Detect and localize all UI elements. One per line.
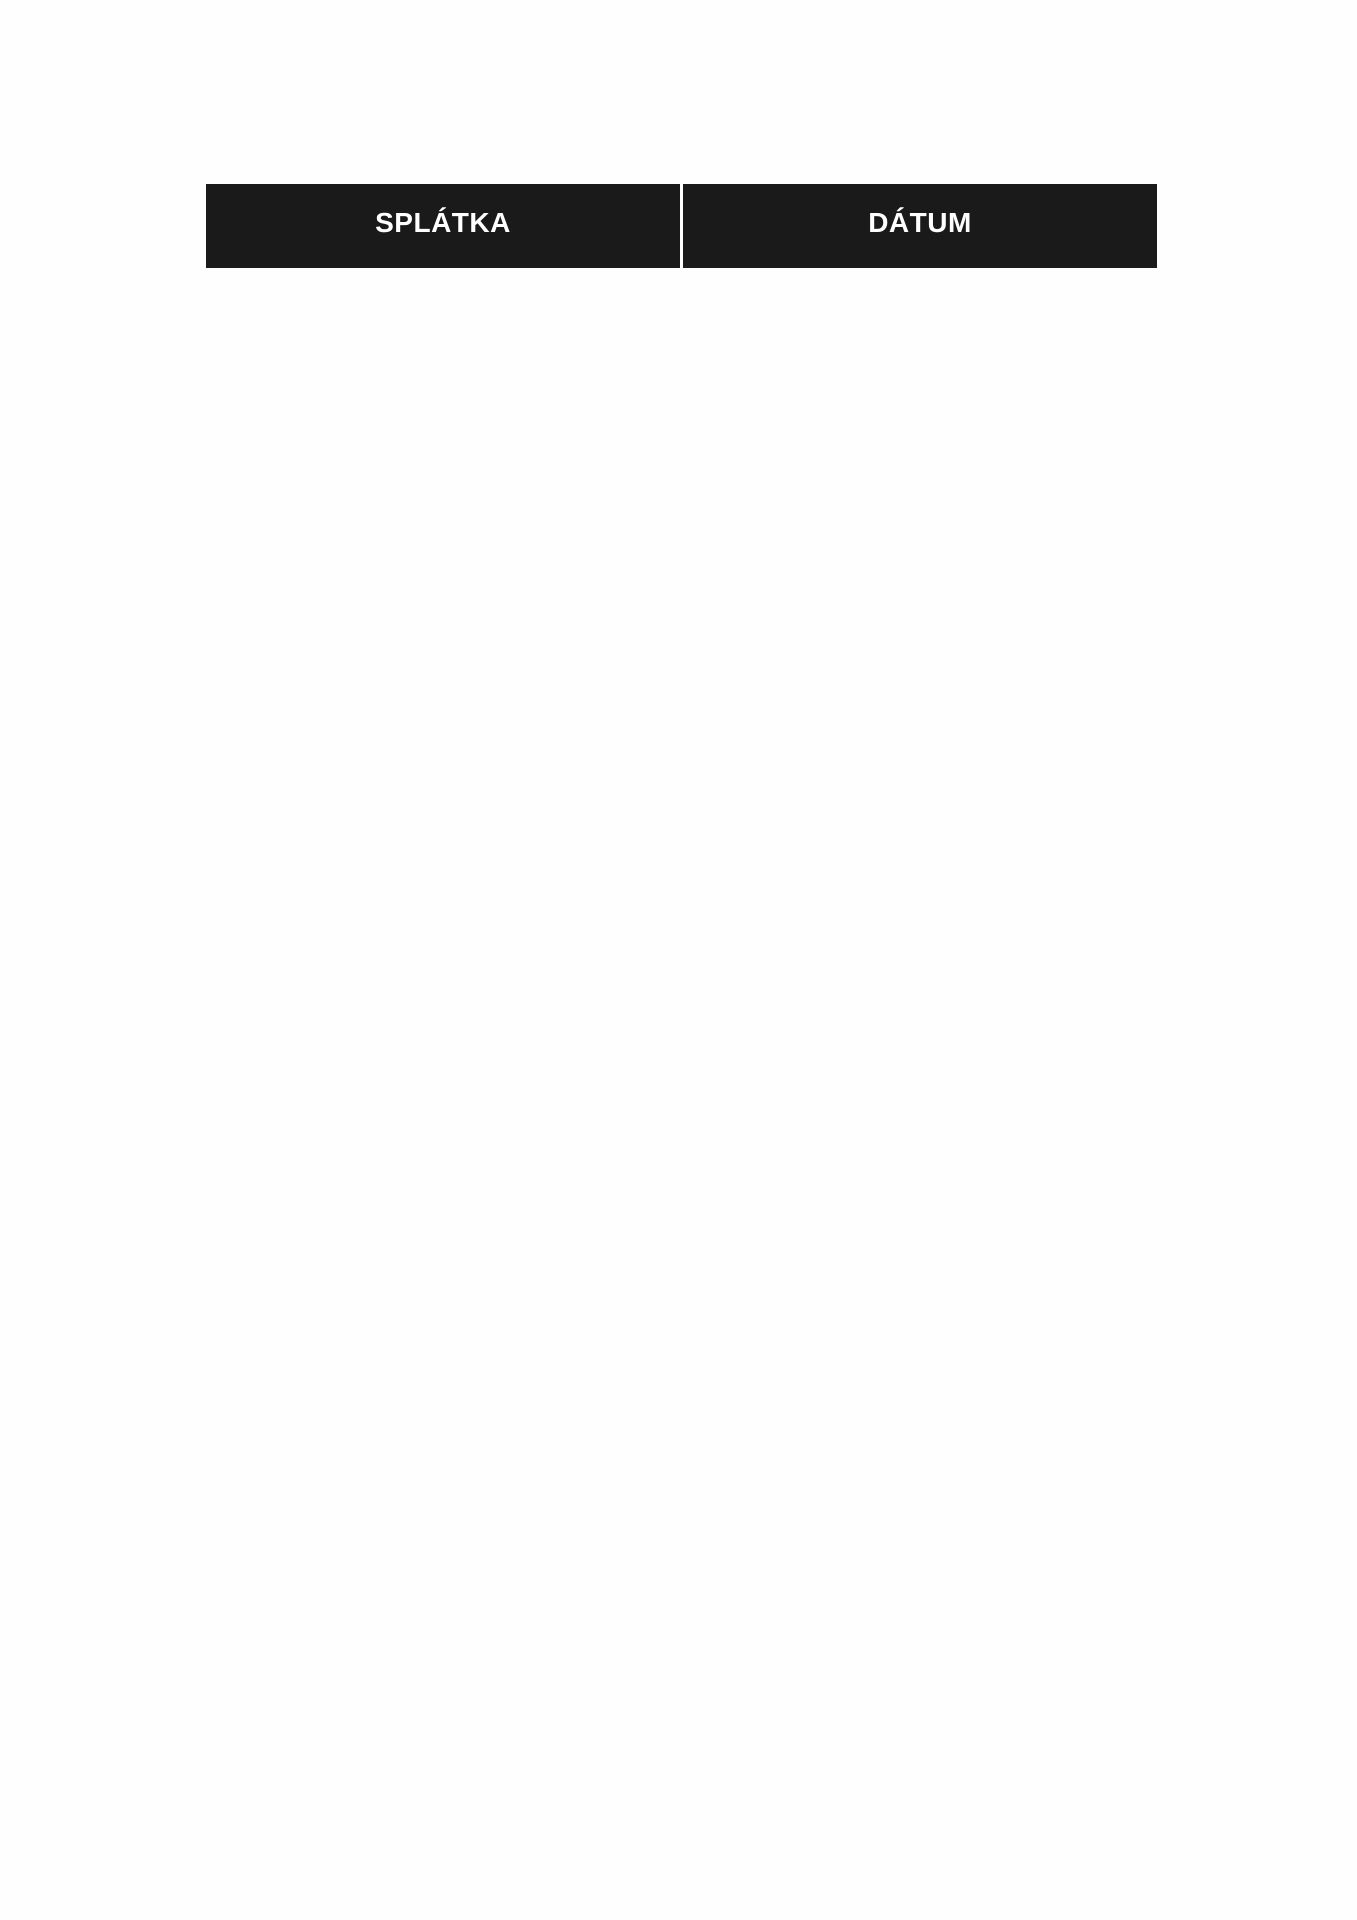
column-header-splatka: SPLÁTKA bbox=[206, 184, 680, 268]
table-header bbox=[206, 184, 1157, 268]
column-header-datum: DÁTUM bbox=[683, 184, 1157, 268]
